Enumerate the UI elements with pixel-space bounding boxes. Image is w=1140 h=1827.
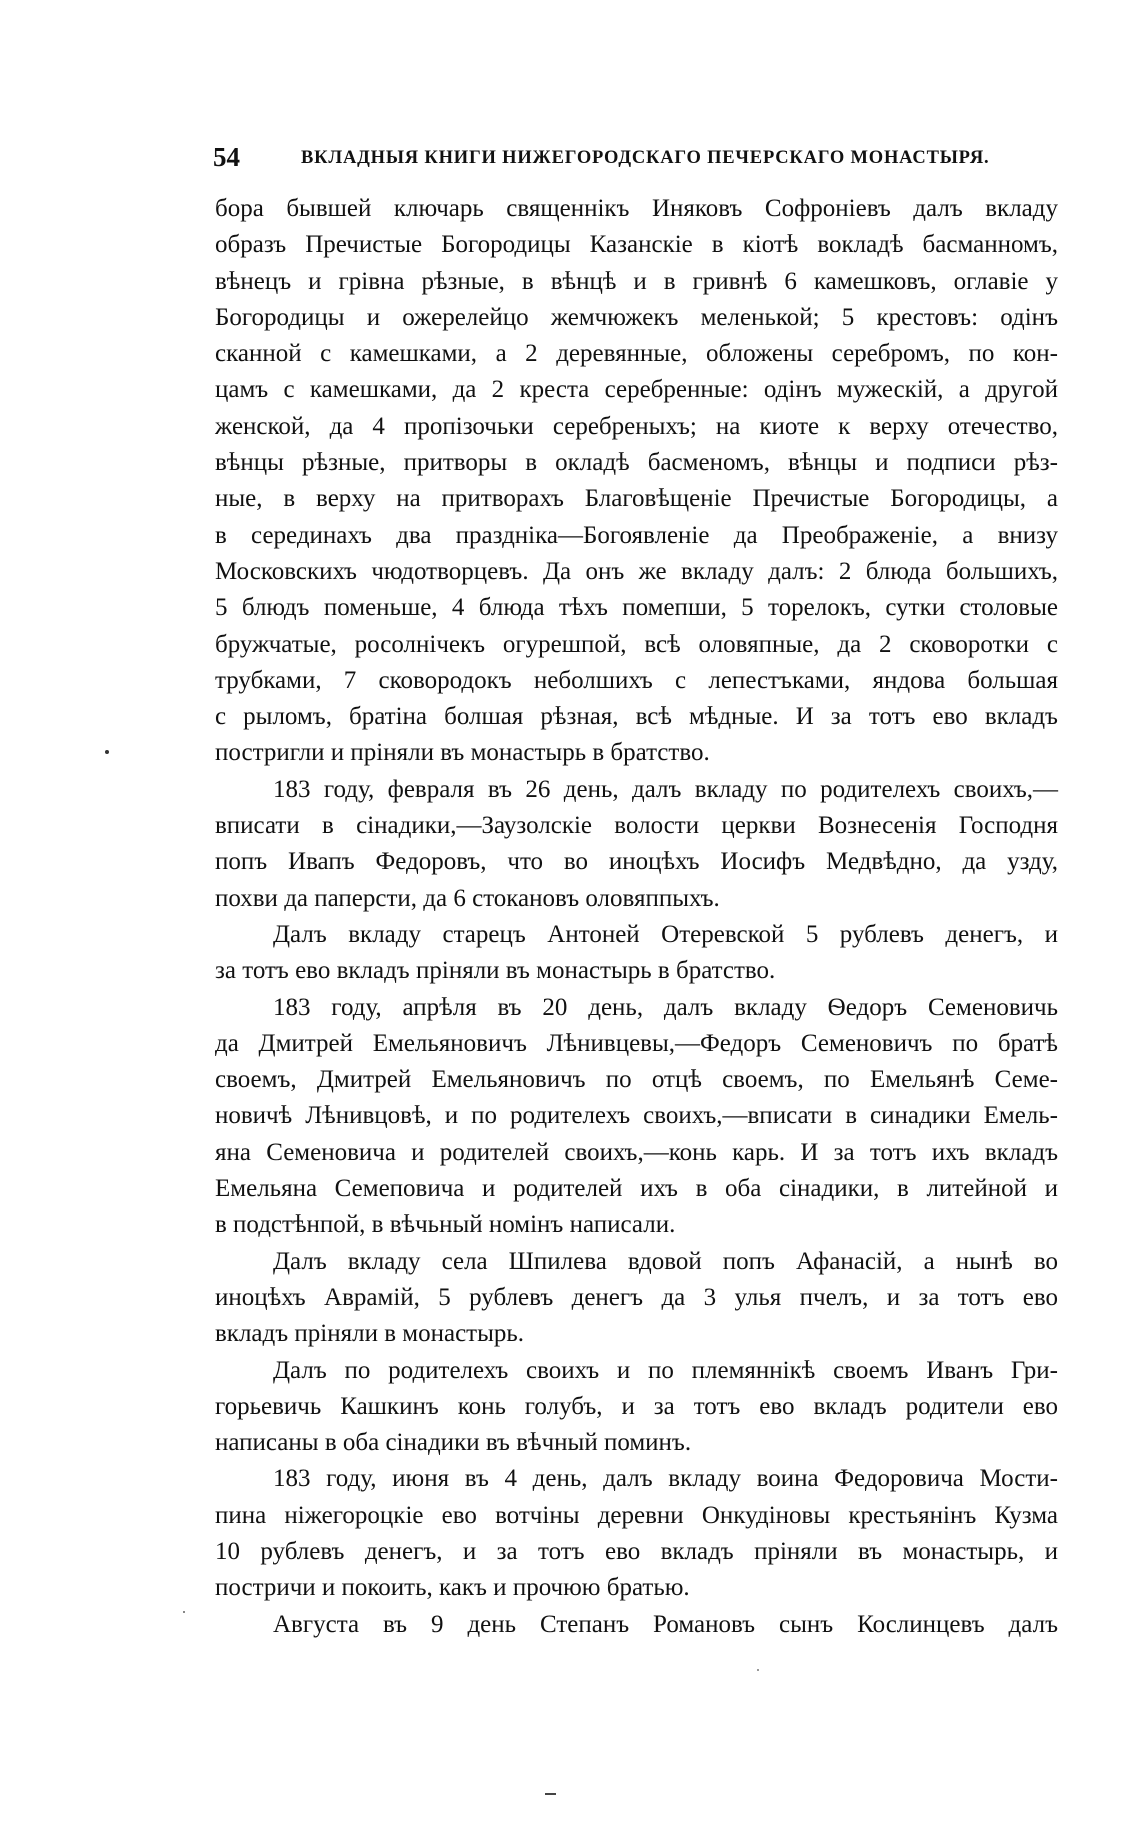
text-line: Августа въ 9 день Степанъ Романовъ сынъ Кослинцевъ далъ bbox=[273, 1610, 1058, 1638]
footer-dash-mark bbox=[545, 1793, 556, 1795]
text-line: женской, да 4 пропізочьки серебреныхъ; на киоте к верху отечество, bbox=[215, 412, 1058, 440]
text-line: постричи и покоить, какъ и прочюю братью. bbox=[215, 1574, 690, 1602]
text-line: сканной с камешками, а 2 деревянные, обложены серебромъ, по кон- bbox=[215, 340, 1058, 368]
text-line: цамъ с камешками, да 2 креста серебренные: одінъ мужескій, а другой bbox=[215, 376, 1058, 404]
text-line: новичѣ Лѣнивцовѣ, и по родителехъ своихъ,—вписати в синадики Емель- bbox=[215, 1102, 1058, 1130]
text-line: 183 году, июня въ 4 день, далъ вкладу воина Федоровича Мости- bbox=[273, 1465, 1058, 1493]
text-line: написаны в оба сінадики въ вѣчный поминъ. bbox=[215, 1429, 692, 1457]
scan-speck-mark bbox=[757, 1669, 759, 1671]
page-number: 54 bbox=[213, 142, 240, 172]
text-line: постригли и пріняли въ монастырь в братство. bbox=[215, 739, 710, 767]
text-line: в серединахъ два праздніка—Богоявленіе да Преображеніе, а внизу bbox=[215, 521, 1058, 549]
text-line: 183 году, апрѣля въ 20 день, далъ вкладу Ѳедоръ Семеновичь bbox=[273, 993, 1058, 1021]
text-line: Далъ вкладу села Шпилева вдовой попъ Афанасій, а нынѣ во bbox=[273, 1247, 1058, 1275]
text-line: 5 блюдъ поменьше, 4 блюда тѣхъ помепши, 5 торелокъ, сутки столовые bbox=[215, 594, 1058, 622]
text-line: иноцѣхъ Аврамій, 5 рублевъ денегъ да 3 улья пчелъ, и за тотъ ево bbox=[215, 1283, 1058, 1311]
text-line: Далъ по родителехъ своихъ и по племяннікѣ своемъ Иванъ Гри- bbox=[273, 1356, 1058, 1384]
text-line: вѣнецъ и грівна рѣзные, в вѣнцѣ и в гривнѣ 6 камешковъ, оглавіе у bbox=[215, 267, 1058, 295]
text-line: Далъ вкладу старецъ Антоней Отеревской 5 рублевъ денегъ, и bbox=[273, 920, 1058, 948]
text-line: за тотъ ево вкладъ пріняли въ монастырь в братство. bbox=[215, 957, 776, 985]
running-title: ВКЛАДНЫЯ КНИГИ НИЖЕГОРОДСКАГО ПЕЧЕРСКАГО МОНАСТЫРЯ. bbox=[301, 148, 990, 168]
text-line: Емельяна Семеповича и родителей ихъ в оба сінадики, в литейной и bbox=[215, 1175, 1058, 1203]
text-line: да Дмитрей Емельяновичъ Лѣнивцевы,—Федоръ Семеновичъ по братѣ bbox=[215, 1029, 1058, 1057]
text-line: бружчатые, росолнічекъ огурешпой, всѣ оловяпные, да 2 сковоротки с bbox=[215, 630, 1058, 658]
text-line: Богородицы и ожерелейцо жемчюжекъ меленькой; 5 крестовъ: одінъ bbox=[215, 303, 1058, 331]
text-line: с рыломъ, братіна болшая рѣзная, всѣ мѣдные. И за тотъ ево вкладъ bbox=[215, 703, 1058, 731]
text-line: вкладъ пріняли в монастырь. bbox=[215, 1320, 525, 1348]
text-line: попъ Ивапъ Федоровъ, что во иноцѣхъ Иосифъ Медвѣдно, да узду, bbox=[215, 848, 1058, 876]
text-line: в подстѣнпой, в вѣчьный номінъ написали. bbox=[215, 1211, 676, 1239]
text-line: 10 рублевъ денегъ, и за тотъ ево вкладъ пріняли въ монастырь, и bbox=[215, 1537, 1058, 1565]
text-line: ные, в верху на притворахъ Благовѣщеніе Пречистые Богородицы, а bbox=[215, 485, 1058, 513]
body-text bbox=[215, 191, 1058, 1643]
text-line: горьевичь Кашкинъ конь голубъ, и за тотъ ево вкладъ родители ево bbox=[215, 1392, 1058, 1420]
text-line: Московскихъ чюдотворцевъ. Да онъ же вкладу далъ: 2 блюда большихъ, bbox=[215, 557, 1058, 585]
text-line: 183 году, февраля въ 26 день, далъ вкладу по родителехъ своихъ,— bbox=[273, 775, 1058, 803]
text-line: вѣнцы рѣзные, притворы в окладѣ басменомъ, вѣнцы и подписи рѣз- bbox=[215, 449, 1058, 477]
text-line: образъ Пречистые Богородицы Казанскіе в кіотѣ вокладѣ басманномъ, bbox=[215, 231, 1058, 259]
text-line: яна Семеновича и родителей своихъ,—конь карь. И за тотъ ихъ вкладъ bbox=[215, 1138, 1058, 1166]
text-line: своемъ, Дмитрей Емельяновичъ по отцѣ своемъ, по Емельянѣ Семе- bbox=[215, 1066, 1058, 1094]
text-line: трубками, 7 сковородокъ неболшихъ с лепестъками, яндова большая bbox=[215, 666, 1058, 694]
text-line: вписати в сінадики,—Заузолскіе волости церкви Вознесенія Господня bbox=[215, 812, 1058, 840]
page-header bbox=[213, 140, 1058, 180]
text-line: похви да паперсти, да 6 стокановъ оловяппыхъ. bbox=[215, 884, 720, 912]
margin-dot-mark bbox=[105, 750, 109, 754]
text-line: пина ніжегороцкіе ево вотчіны деревни Онкудіновы крестьянінъ Кузма bbox=[215, 1501, 1058, 1529]
text-line: бора бывшей ключарь священнікъ Иняковъ Софроніевъ далъ вкладу bbox=[215, 195, 1058, 222]
scan-speck-mark bbox=[183, 1611, 185, 1613]
